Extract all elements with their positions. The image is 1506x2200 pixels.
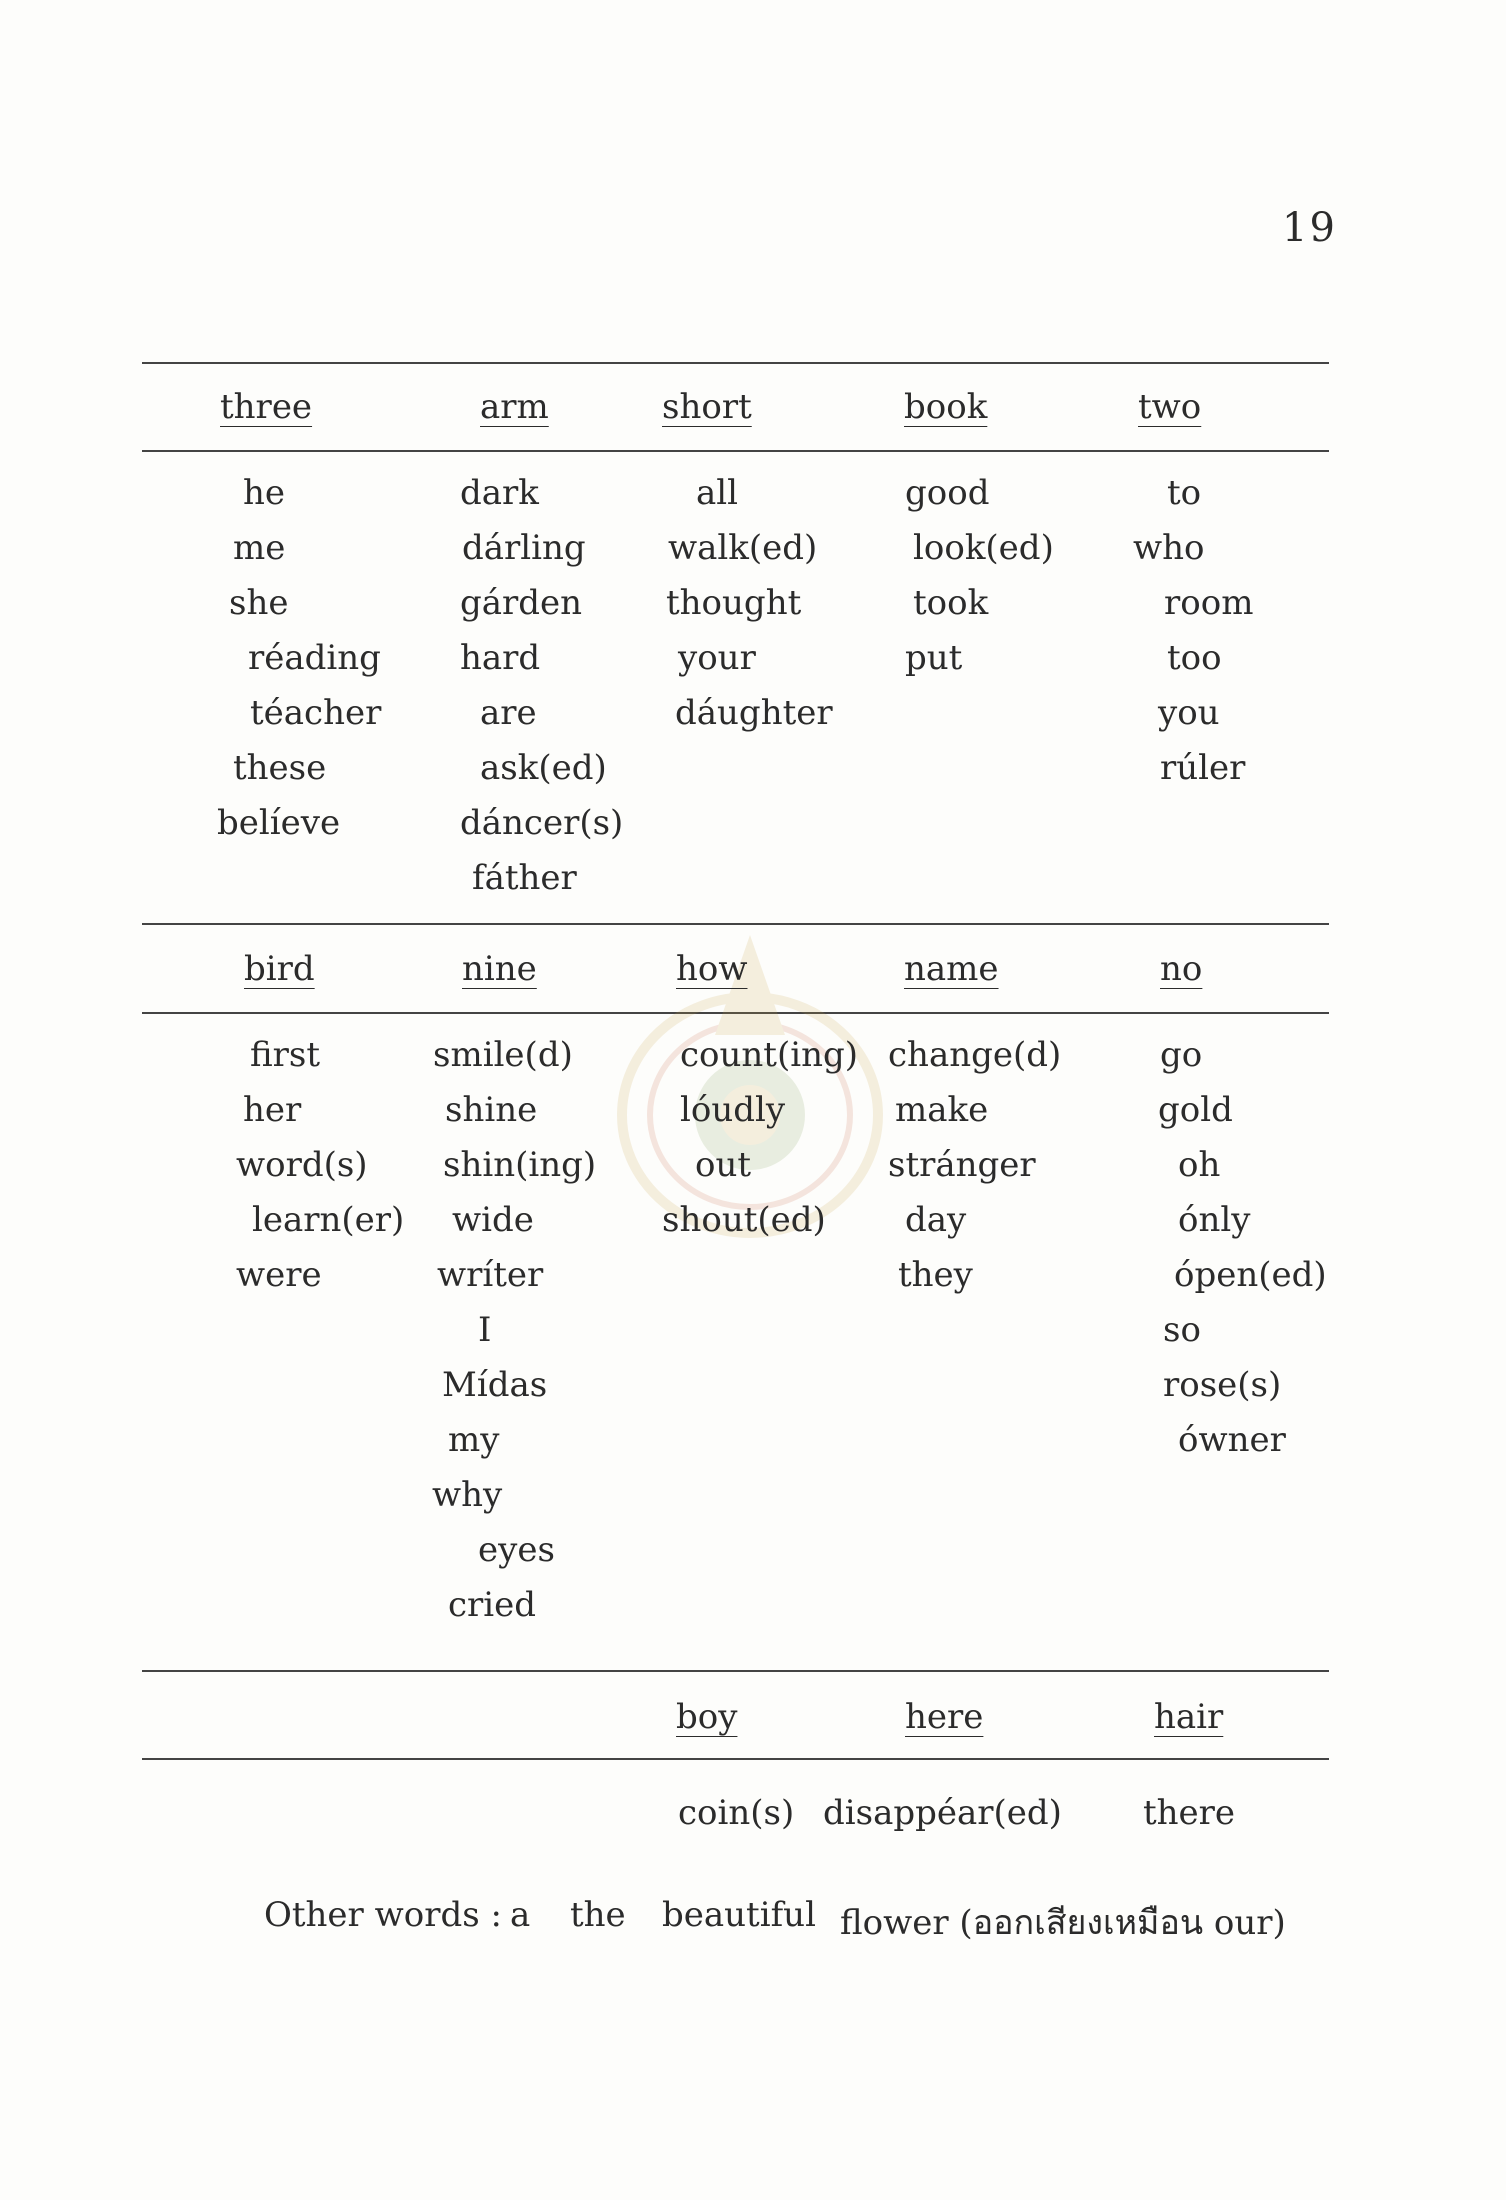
word: fáther — [472, 858, 577, 898]
word: rúler — [1160, 748, 1246, 788]
word: room — [1164, 583, 1254, 623]
word: are — [480, 693, 537, 733]
word: shout(ed) — [662, 1200, 826, 1240]
word: so — [1163, 1310, 1201, 1350]
word: look(ed) — [913, 528, 1054, 568]
word: réading — [248, 638, 381, 678]
word: ówner — [1178, 1420, 1286, 1460]
word: thought — [666, 583, 802, 623]
sound-header: how — [676, 949, 748, 989]
word: dáncer(s) — [460, 803, 624, 843]
word: they — [898, 1255, 973, 1295]
word: first — [250, 1035, 321, 1075]
word: count(ing) — [680, 1035, 859, 1075]
word: wríter — [437, 1255, 544, 1295]
word: why — [432, 1475, 503, 1515]
sound-header: name — [904, 949, 999, 989]
sound-header: boy — [676, 1697, 738, 1737]
word: dark — [460, 473, 539, 513]
word: Mídas — [442, 1365, 548, 1405]
word: dárling — [462, 528, 586, 568]
page-number: 19 — [1282, 205, 1337, 251]
sound-header: no — [1160, 949, 1203, 989]
sound-header: arm — [480, 387, 549, 427]
word: there — [1143, 1793, 1236, 1833]
watermark-seal — [610, 925, 890, 1245]
word: make — [895, 1090, 989, 1130]
sound-header: hair — [1154, 1697, 1224, 1737]
word: were — [236, 1255, 322, 1295]
word: ónly — [1178, 1200, 1251, 1240]
word: she — [229, 583, 289, 623]
word: too — [1167, 638, 1222, 678]
sound-header: two — [1138, 387, 1202, 427]
word: he — [243, 473, 286, 513]
word: took — [913, 583, 989, 623]
word: cried — [448, 1585, 537, 1625]
word: shin(ing) — [443, 1145, 597, 1185]
word: good — [905, 473, 990, 513]
table-rule — [142, 1012, 1329, 1014]
table-rule — [142, 1670, 1329, 1672]
other-word: a — [510, 1895, 531, 1935]
word: oh — [1178, 1145, 1221, 1185]
table-rule — [142, 923, 1329, 925]
sound-header: here — [905, 1697, 984, 1737]
word: you — [1158, 693, 1220, 733]
word: change(d) — [888, 1035, 1062, 1075]
word: lóudly — [680, 1090, 786, 1130]
sound-header: short — [662, 387, 752, 427]
word: shine — [445, 1090, 538, 1130]
word: me — [233, 528, 286, 568]
sound-header: nine — [462, 949, 537, 989]
other-word: the — [570, 1895, 626, 1935]
word: dáughter — [675, 693, 833, 733]
word: her — [243, 1090, 302, 1130]
word: who — [1133, 528, 1205, 568]
word: I — [478, 1310, 492, 1350]
sound-header: three — [220, 387, 313, 427]
word: coin(s) — [678, 1793, 795, 1833]
other-words-label: Other words : — [264, 1895, 502, 1935]
word: wide — [452, 1200, 534, 1240]
table-rule — [142, 1758, 1329, 1760]
other-word: flower (ออกเสียงเหมือน our) — [840, 1903, 1286, 1943]
word: out — [695, 1145, 752, 1185]
sound-header: book — [904, 387, 988, 427]
word: learn(er) — [252, 1200, 405, 1240]
sound-header: bird — [244, 949, 315, 989]
word: day — [905, 1200, 967, 1240]
word: rose(s) — [1163, 1365, 1282, 1405]
word: ask(ed) — [480, 748, 607, 788]
table-rule-top — [142, 362, 1329, 364]
word: disappéar(ed) — [823, 1793, 1062, 1833]
other-word: beautiful — [662, 1895, 816, 1935]
table-rule — [142, 450, 1329, 452]
word: gárden — [460, 583, 583, 623]
word: gold — [1158, 1090, 1233, 1130]
word: my — [448, 1420, 500, 1460]
word: stránger — [888, 1145, 1036, 1185]
word: your — [678, 638, 756, 678]
word: walk(ed) — [668, 528, 818, 568]
word: put — [905, 638, 963, 678]
word: hard — [460, 638, 541, 678]
word: go — [1160, 1035, 1203, 1075]
word: all — [696, 473, 739, 513]
word: belíeve — [217, 803, 341, 843]
word: téacher — [250, 693, 382, 733]
word: smile(d) — [433, 1035, 573, 1075]
word: word(s) — [236, 1145, 368, 1185]
word: to — [1167, 473, 1202, 513]
word: eyes — [478, 1530, 555, 1570]
word: these — [233, 748, 327, 788]
word: ópen(ed) — [1174, 1255, 1327, 1295]
